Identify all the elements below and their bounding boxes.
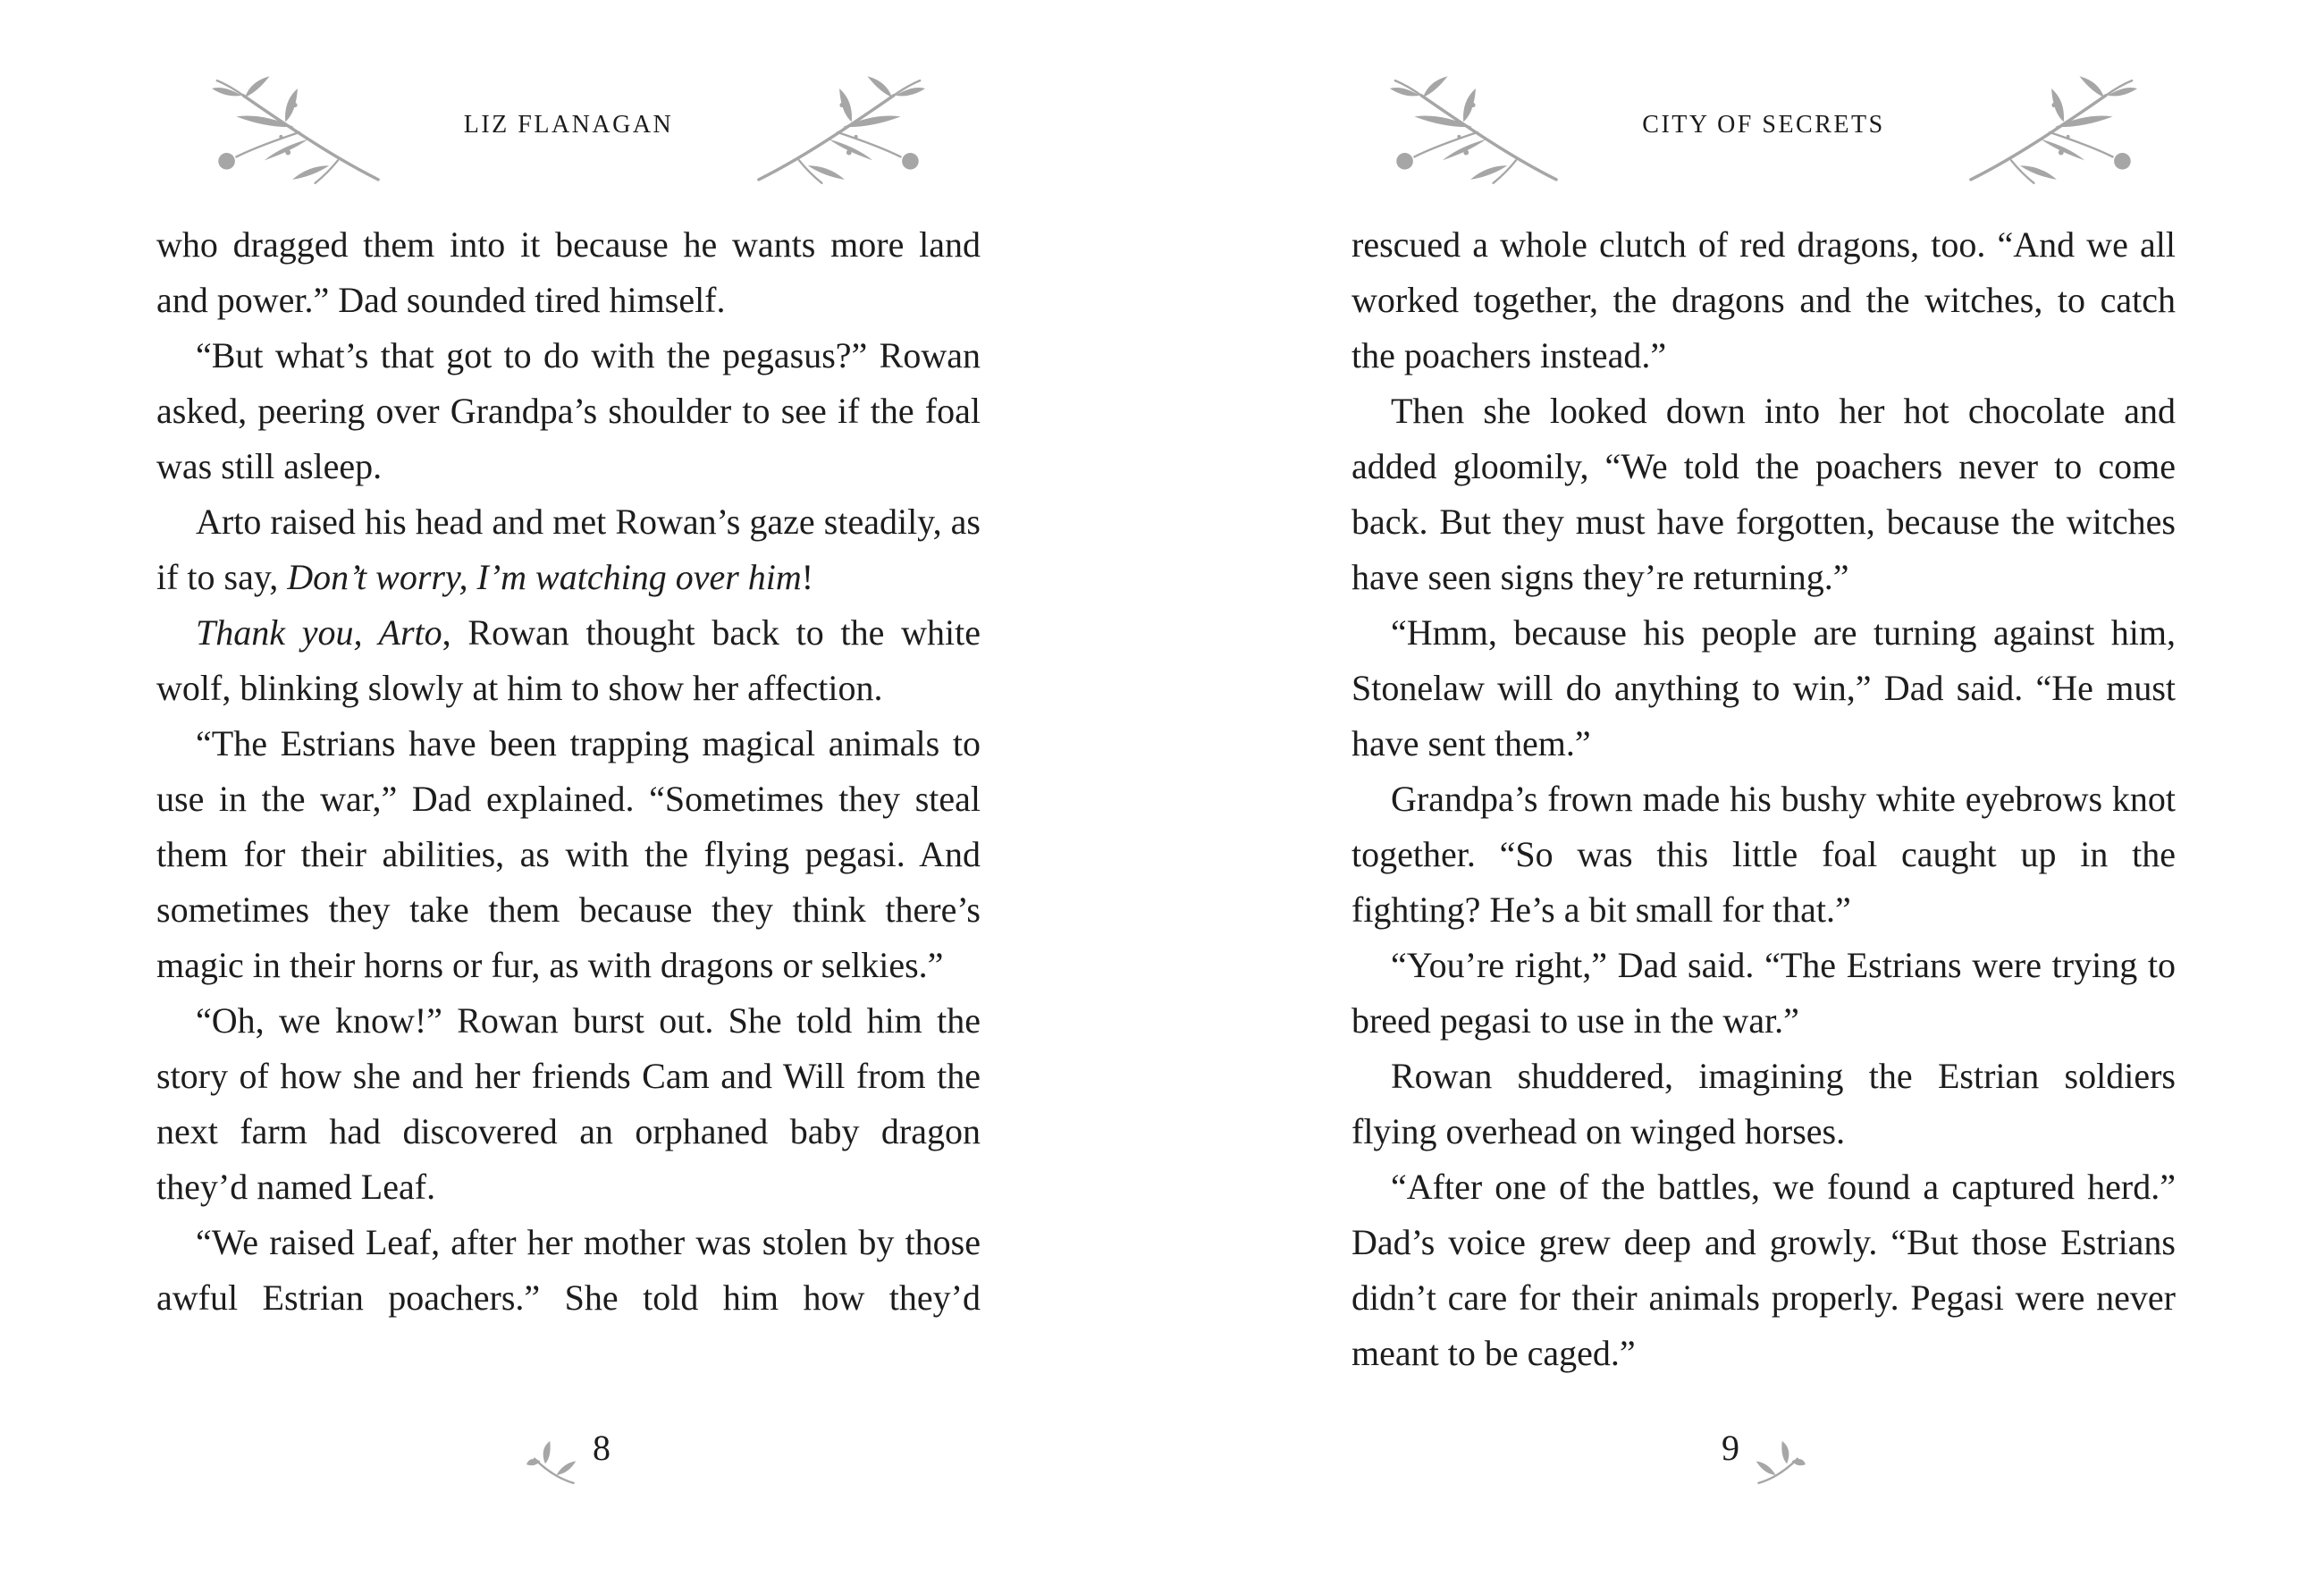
text-run: “Hmm, because his people are turning against him, Stonelaw will do anything to win,” Dad said. “He must have sent them.” bbox=[1351, 612, 2176, 763]
text-run: Arto raised his head and met Rowan’s gaze steadily, as if to say, bbox=[156, 502, 981, 597]
text-run: “The Estrians have been trapping magical animals to use in the war,” Dad explained. “Sometimes they steal them for their abilities, as with the flying pegasi. And sometimes they take them because they think there’s magic in their horns or fur, as with dragons or selkies.” bbox=[156, 723, 981, 985]
paragraph bbox=[156, 217, 981, 328]
text-run: “But what’s that got to do with the pegasus?” Rowan asked, peering over Grandpa’s shoulder to see if the foal was still asleep. bbox=[156, 335, 981, 486]
paragraph bbox=[156, 328, 981, 494]
paragraph bbox=[156, 993, 981, 1215]
paragraph bbox=[1351, 384, 2176, 605]
text-run: Grandpa’s frown made his bushy white eyebrows knot together. “So was this little foal caught up in the fighting? He’s a bit small for that.” bbox=[1351, 779, 2176, 930]
right-page bbox=[1351, 0, 2176, 1585]
paragraph bbox=[1351, 605, 2176, 771]
left-page-body-text bbox=[156, 217, 981, 1326]
paragraph bbox=[156, 605, 981, 716]
branch-flourish-icon bbox=[1386, 74, 1562, 187]
text-run: ! bbox=[801, 557, 814, 597]
paragraph bbox=[1351, 771, 2176, 938]
text-run: “After one of the battles, we found a captured herd.” Dad’s voice grew deep and growly. “But those Estrians didn’t care for their animals properly. Pegasi were never meant to be caged.” bbox=[1351, 1167, 2176, 1373]
italic-text-run: Don’t worry, I’m watching over him bbox=[287, 557, 802, 597]
text-run: “You’re right,” Dad said. “The Estrians were trying to breed pegasi to use in the war.” bbox=[1351, 945, 2176, 1041]
text-run: rescued a whole clutch of red dragons, too. “And we all worked together, the dragons and the witches, to catch the poachers instead.” bbox=[1351, 224, 2176, 375]
running-header-author: LIZ FLANAGAN bbox=[463, 111, 674, 139]
paragraph bbox=[156, 1215, 981, 1326]
text-run: Then she looked down into her hot chocolate and added gloomily, “We told the poachers never to come back. But they must have forgotten, because the witches have seen signs they’re returning.” bbox=[1351, 391, 2176, 597]
text-run: who dragged them into it because he wants more land and power.” Dad sounded tired himself. bbox=[156, 224, 981, 320]
paragraph bbox=[1351, 217, 2176, 384]
branch-flourish-icon bbox=[1966, 74, 2141, 187]
page-number: 9 bbox=[1722, 1428, 1739, 1468]
italic-text-run: Thank you, Arto bbox=[196, 612, 442, 653]
text-run: “Oh, we know!” Rowan burst out. She told him the story of how she and her friends Cam and Will from the next farm had discovered an orphaned baby dragon they’d named Leaf. bbox=[156, 1000, 981, 1207]
left-page bbox=[156, 0, 981, 1585]
right-page-footer bbox=[1351, 1421, 2176, 1502]
text-run: , Rowan thought back to the white wolf, blinking slowly at him to show her affection. bbox=[156, 612, 981, 708]
branch-flourish-icon bbox=[754, 74, 929, 187]
page-number: 8 bbox=[593, 1428, 610, 1468]
left-page-header bbox=[156, 72, 981, 190]
paragraph bbox=[1351, 1049, 2176, 1159]
paragraph bbox=[1351, 1159, 2176, 1381]
leaf-sprig-icon bbox=[1754, 1439, 1806, 1491]
paragraph bbox=[156, 494, 981, 605]
leaf-sprig-icon bbox=[526, 1439, 578, 1491]
right-page-header bbox=[1351, 72, 2176, 190]
paragraph bbox=[1351, 938, 2176, 1049]
right-page-body-text bbox=[1351, 217, 2176, 1381]
text-run: “We raised Leaf, after her mother was stolen by those awful Estrian poachers.” She told him how they’d bbox=[156, 1222, 981, 1318]
left-page-footer bbox=[156, 1421, 981, 1502]
text-run: Rowan shuddered, imagining the Estrian soldiers flying overhead on winged horses. bbox=[1351, 1056, 2176, 1151]
paragraph bbox=[156, 716, 981, 993]
branch-flourish-icon bbox=[208, 74, 383, 187]
running-header-book-title: CITY OF SECRETS bbox=[1642, 111, 1885, 139]
